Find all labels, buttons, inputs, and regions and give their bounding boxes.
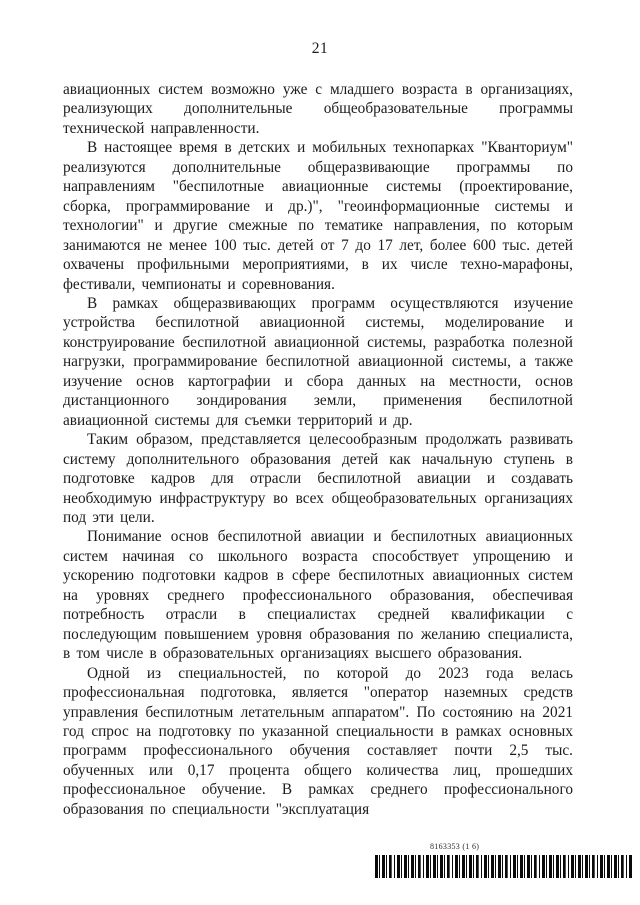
paragraph: В рамках общеразвивающих программ осуществляются изучение устройства беспилотной авиационной системы, моделирование и конструирование беспилотной авиационной системы, разработка полезной нагрузки, программирование беспилотной авиационной системы, а также изучение основ картографии и сбора данных на местности, основ дистанционного зондирования земли, применения беспилотной авиационной системы для съемки территорий и др. [63, 294, 573, 429]
paragraph: Таким образом, представляется целесообразным продолжать развивать систему дополнительного образования детей как начальную ступень в подготовке кадров для отрасли беспилотной авиации и создавать необходимую инфраструктуру во всех общеобразовательных организациях под эти цели. [63, 431, 573, 526]
paragraph: В настоящее время в детских и мобильных технопарках "Кванториум" реализуются дополнительные общеразвивающие программы по направлениям "беспилотные авиационные системы (проектирование, сборка, программирование и др.)", "геоинформационные системы и технологии" и другие смежные по тематике направления, по которым занимаются не менее 100 тыс. детей от 7 до 17 лет, более 600 тыс. детей охвачены профильными мероприятиями, в их числе техно-марафоны, фестивали, чемпионаты и соревнования. [63, 139, 573, 293]
paragraph: авиационных систем возможно уже с младшего возраста в организациях, реализующих дополнительные общеобразовательные программы технической направленности. [63, 81, 573, 137]
paragraph: Одной из специальностей, по которой до 2023 года велась профессиональная подготовка, является "оператор наземных средств управления беспилотным летательным аппаратом". По состоянию на 2021 год спрос на подготовку по указанной специальности в рамках основных программ профессионального обучения составляет почти 2,5 тыс. обученных или 0,17 процента общего количества лиц, прошедших профессиональное обучение. В рамках среднего профессионального образования по специальности "эксплуатация [63, 664, 573, 818]
barcode-number-label: 8163353 (1 6) [430, 842, 480, 851]
barcode [375, 855, 632, 878]
document-body [63, 80, 573, 819]
paragraph: Понимание основ беспилотной авиации и беспилотных авиационных систем начиная со школьного возраста способствует упрощению и ускорению подготовки кадров в сфере беспилотных авиационных систем на уровнях среднего профессионального образования, обеспечивая потребность отрасли в специалистах средней квалификации с последующим повышением уровня образования по желанию специалиста, в том числе в образовательных организациях высшего образования. [63, 528, 573, 663]
page-number: 21 [311, 40, 329, 57]
